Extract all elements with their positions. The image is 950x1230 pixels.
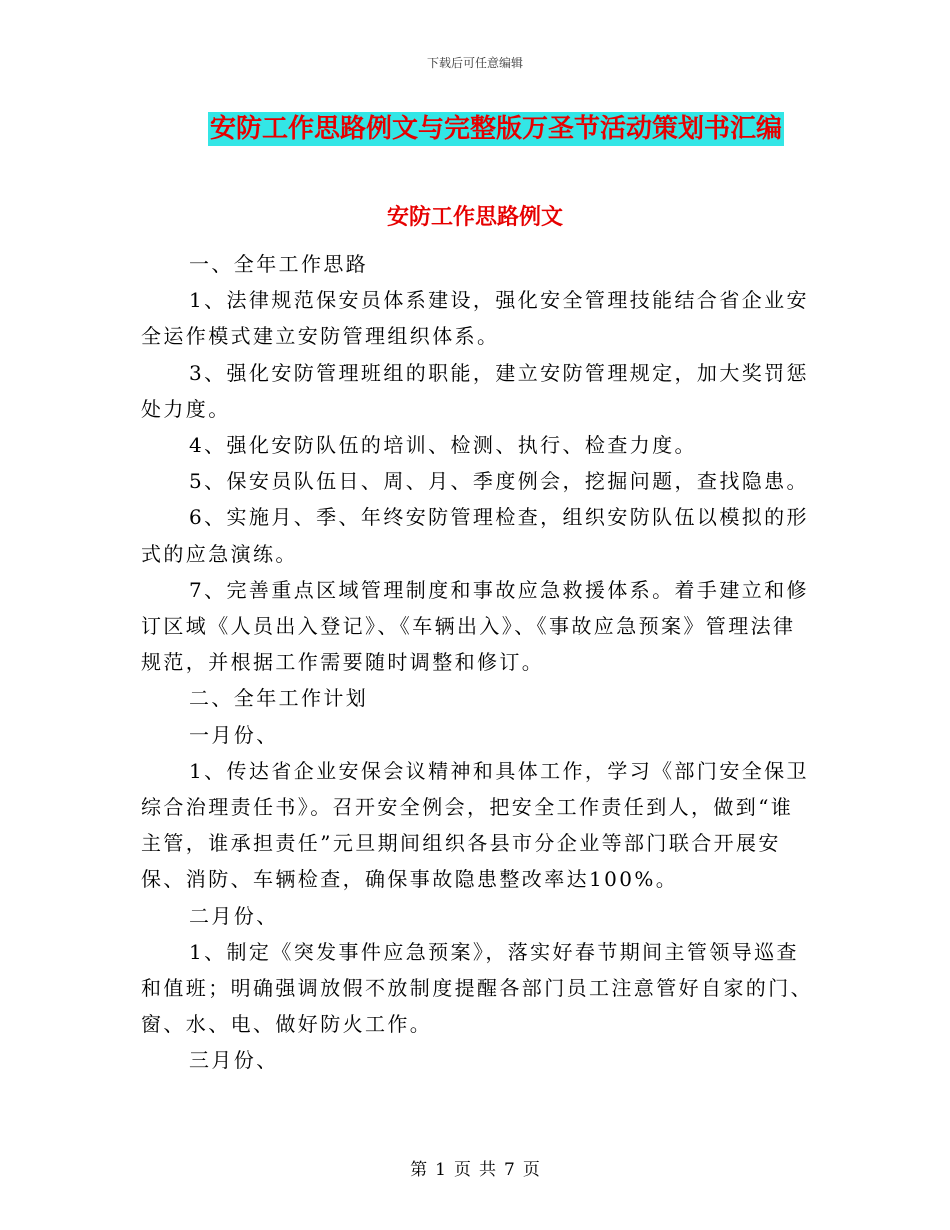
paragraph: 4、强化安防队伍的培训、检测、执行、检查力度。	[189, 433, 697, 458]
section-title: 安防工作思路例文	[386, 204, 563, 230]
header-note: 下载后可任意编辑	[426, 56, 523, 70]
paragraph: 1、法律规范保安员体系建设，强化安全管理技能结合省企业安全运作模式建立安防管理组织体系。	[141, 288, 809, 349]
footer-page-unit: 页	[454, 1160, 471, 1180]
total-pages: 7	[504, 1160, 515, 1180]
document-title: 安防工作思路例文与完整版万圣节活动策划书汇编	[210, 114, 783, 144]
footer-total-prefix: 共	[479, 1160, 496, 1180]
paragraph: 二、全年工作计划	[189, 686, 369, 711]
body-text	[141, 246, 813, 1079]
paragraph: 一月份、	[189, 722, 279, 747]
footer-prefix: 第	[410, 1160, 428, 1180]
paragraph: 1、制定《突发事件应急预案》，落实好春节期间主管领导巡查和值班；明确强调放假不放制度提醒各部门员工注意管好自家的门、窗、水、电、做好防火工作。	[141, 939, 813, 1037]
paragraph: 二月份、	[189, 903, 279, 928]
paragraph: 三月份、	[189, 1048, 279, 1073]
page-footer	[0, 1155, 950, 1180]
paragraph: 6、实施月、季、年终安防管理检查，组织安防队伍以模拟的形式的应急演练。	[141, 505, 809, 566]
footer-total-unit: 页	[522, 1160, 540, 1180]
paragraph: 5、保安员队伍日、周、月、季度例会，挖掘问题，查找隐患。	[189, 469, 809, 494]
paragraph: 7、完善重点区域管理制度和事故应急救援体系。着手建立和修订区域《人员出入登记》、《车辆出入》、《事故应急预案》管理法律规范，并根据工作需要随时调整和修订。	[141, 577, 809, 675]
paragraph: 3、强化安防管理班组的职能，建立安防管理规定，加大奖罚惩处力度。	[141, 360, 809, 421]
paragraph: 一、全年工作思路	[189, 252, 369, 276]
paragraph: 1、传达省企业安保会议精神和具体工作，学习《部门安全保卫综合治理责任书》。召开安全例会，把安全工作责任到人，做到“谁主管，谁承担责任”元旦期间组织各县市分企业等部门联合开展安保、消防、车辆检查，确保事故隐患整改率达100%。	[141, 758, 809, 892]
page-number: 1	[435, 1160, 446, 1180]
